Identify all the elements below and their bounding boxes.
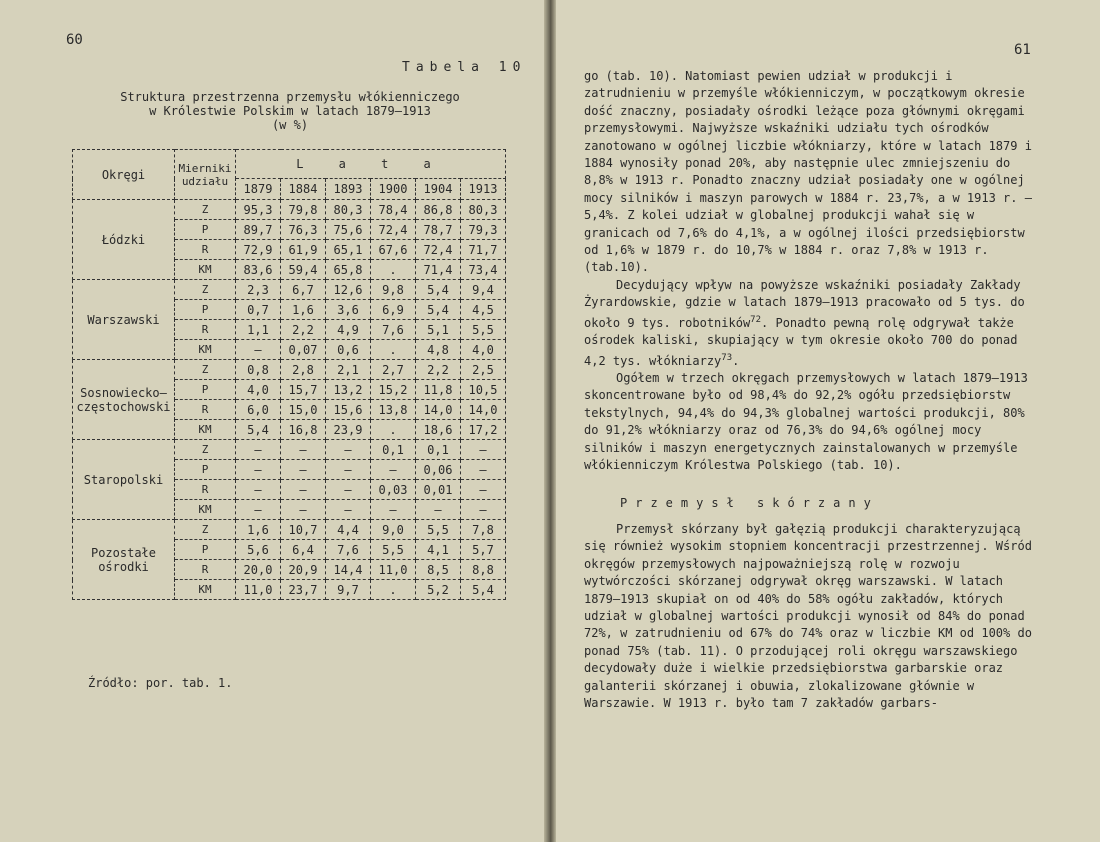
paragraph-4: Przemysł skórzany był gałęzią produkcji charakteryzującą się również wysokim stopniem koncentracji przestrzennej. Wśród okręgów przemysłowych najpoważniejszą rolę w rozwoju wytwórczości skórzanej odgrywał okręg warszawski. W latach 1879–1913 skupiał on od 40% do 58% ogółu zakładów, których udział w globalnej wartości produkcji wynosił od 84% do ponad 72%, w zatrudnieniu od 67% do 74% oraz w liczbie KM od 100% do ponad 75% (tab. 11). O przodującej roli okręgu warszawskiego decydowały duże i wielkie przedsiębiorstwa garbarskie oraz galanterii skórzanej i obuwia, zlokalizowane głównie w Warszawie. W 1913 r. było tam 7 zakładów garbars- xyxy=(584,522,1032,711)
book-gutter xyxy=(544,0,556,842)
table-cell: 15,0 xyxy=(281,400,326,420)
table-cell: 83,6 xyxy=(236,260,281,280)
measure-code: Z xyxy=(175,200,236,220)
table-cell: 5,5 xyxy=(371,540,416,560)
table-cell: 6,4 xyxy=(281,540,326,560)
table-cell: – xyxy=(236,500,281,520)
right-page-number: 61 xyxy=(1014,42,1031,58)
table-cell: 1,1 xyxy=(236,320,281,340)
table-cell: 5,5 xyxy=(461,320,506,340)
table-cell: 0,7 xyxy=(236,300,281,320)
table-cell: – xyxy=(281,460,326,480)
table-cell: 1,6 xyxy=(236,520,281,540)
measure-code: R xyxy=(175,560,236,580)
table-cell: 11,0 xyxy=(371,560,416,580)
table-cell: 5,6 xyxy=(236,540,281,560)
district-name: Warszawski xyxy=(73,280,175,360)
measure-code: P xyxy=(175,220,236,240)
table-cell: 12,6 xyxy=(326,280,371,300)
table-cell: – xyxy=(461,500,506,520)
table-cell: 4,5 xyxy=(461,300,506,320)
table-cell: – xyxy=(461,460,506,480)
header-mierniki: Mierniki udziału xyxy=(175,150,236,200)
right-text-lower xyxy=(584,521,1044,712)
table-cell: – xyxy=(281,500,326,520)
table-cell: – xyxy=(416,500,461,520)
measure-code: Z xyxy=(175,520,236,540)
table-row xyxy=(73,360,506,380)
table-cell: 2,2 xyxy=(281,320,326,340)
table-row xyxy=(73,440,506,460)
table-cell: 5,1 xyxy=(416,320,461,340)
table-cell: 10,5 xyxy=(461,380,506,400)
table-cell: 9,8 xyxy=(371,280,416,300)
table-cell: 78,4 xyxy=(371,200,416,220)
table-row xyxy=(73,520,506,540)
table-cell: 20,9 xyxy=(281,560,326,580)
table-cell: – xyxy=(236,460,281,480)
measure-code: Z xyxy=(175,440,236,460)
left-page-number: 60 xyxy=(66,32,83,48)
table-cell: 75,6 xyxy=(326,220,371,240)
table-cell: 4,4 xyxy=(326,520,371,540)
table-cell: 5,4 xyxy=(416,280,461,300)
year-header: 1879 xyxy=(236,179,281,200)
measure-code: KM xyxy=(175,340,236,360)
table-row xyxy=(73,280,506,300)
header-lata: L a t a xyxy=(236,150,506,179)
table-cell: 0,03 xyxy=(371,480,416,500)
table-cell: – xyxy=(326,440,371,460)
table-cell: – xyxy=(371,500,416,520)
table-cell: 65,1 xyxy=(326,240,371,260)
table-cell: – xyxy=(236,340,281,360)
measure-code: R xyxy=(175,480,236,500)
table-cell: – xyxy=(236,440,281,460)
table-cell: . xyxy=(371,420,416,440)
district-name: Pozostałe ośrodki xyxy=(73,520,175,600)
table-cell: 0,6 xyxy=(326,340,371,360)
measure-code: KM xyxy=(175,580,236,600)
table-cell: 5,4 xyxy=(416,300,461,320)
table-cell: 2,8 xyxy=(281,360,326,380)
table-cell: – xyxy=(326,460,371,480)
year-header: 1893 xyxy=(326,179,371,200)
year-header: 1904 xyxy=(416,179,461,200)
table-cell: 65,8 xyxy=(326,260,371,280)
district-name: Staropolski xyxy=(73,440,175,520)
paragraph-2 xyxy=(584,277,1044,370)
table-title xyxy=(100,90,480,132)
table-cell: – xyxy=(326,480,371,500)
table-source: Źródło: por. tab. 1. xyxy=(88,676,233,690)
table-cell: 17,2 xyxy=(461,420,506,440)
table-cell: 0,06 xyxy=(416,460,461,480)
table-cell: 5,5 xyxy=(416,520,461,540)
paragraph-2-part-c: . xyxy=(732,353,740,368)
table-cell: 8,8 xyxy=(461,560,506,580)
table-cell: 73,4 xyxy=(461,260,506,280)
table-cell: 9,4 xyxy=(461,280,506,300)
table-cell: 6,7 xyxy=(281,280,326,300)
table-cell: 3,6 xyxy=(326,300,371,320)
table-cell: 6,0 xyxy=(236,400,281,420)
table-cell: 7,6 xyxy=(326,540,371,560)
paragraph-2-part-a: Decydujący wpływ na powyższe wskaźniki posiadały Zakłady Żyrardowskie, gdzie w latach 1879–1913 pracowało od 5 tys. do około 9 tys. robotników xyxy=(584,277,1025,330)
table-cell: 5,4 xyxy=(236,420,281,440)
measure-code: R xyxy=(175,240,236,260)
table-cell: 1,6 xyxy=(281,300,326,320)
table-cell: 11,8 xyxy=(416,380,461,400)
table-cell: . xyxy=(371,260,416,280)
table-cell: 5,2 xyxy=(416,580,461,600)
table-cell: 86,8 xyxy=(416,200,461,220)
table-cell: – xyxy=(461,440,506,460)
table-cell: – xyxy=(281,440,326,460)
table-cell: . xyxy=(371,580,416,600)
table-cell: 80,3 xyxy=(461,200,506,220)
table-cell: 6,9 xyxy=(371,300,416,320)
table-cell: 9,0 xyxy=(371,520,416,540)
table-cell: 2,7 xyxy=(371,360,416,380)
table-cell: 89,7 xyxy=(236,220,281,240)
table-cell: 0,1 xyxy=(371,440,416,460)
table-cell: 4,0 xyxy=(461,340,506,360)
table-cell: 61,9 xyxy=(281,240,326,260)
district-name: Łódzki xyxy=(73,200,175,280)
table-cell: 2,5 xyxy=(461,360,506,380)
table-cell: 23,7 xyxy=(281,580,326,600)
table-cell: 2,1 xyxy=(326,360,371,380)
table-cell: 9,7 xyxy=(326,580,371,600)
structure-table xyxy=(72,149,506,600)
table-cell: . xyxy=(371,340,416,360)
table-label: Tabela 10 xyxy=(402,60,527,75)
table-cell: 13,8 xyxy=(371,400,416,420)
table-cell: 10,7 xyxy=(281,520,326,540)
table-cell: 71,4 xyxy=(416,260,461,280)
table-cell: 14,4 xyxy=(326,560,371,580)
measure-code: KM xyxy=(175,420,236,440)
table-cell: 11,0 xyxy=(236,580,281,600)
table-cell: 7,6 xyxy=(371,320,416,340)
measure-code: KM xyxy=(175,260,236,280)
measure-code: P xyxy=(175,380,236,400)
table-cell: 0,07 xyxy=(281,340,326,360)
table-title-line-2: w Królestwie Polskim w latach 1879–1913 xyxy=(149,104,431,118)
table-cell: 79,8 xyxy=(281,200,326,220)
table-cell: 2,2 xyxy=(416,360,461,380)
table-cell: 76,3 xyxy=(281,220,326,240)
table-cell: 15,7 xyxy=(281,380,326,400)
table-cell: 72,4 xyxy=(371,220,416,240)
table-row xyxy=(73,200,506,220)
table-cell: 95,3 xyxy=(236,200,281,220)
paragraph-3: Ogółem w trzech okręgach przemysłowych w latach 1879–1913 skoncentrowane było od 98,4% do 92,2% ogółu przedsiębiorstw tekstylnych, 94,4% do 94,3% globalnej wartości produkcji, 80% do 91,2% włókniarzy oraz od 76,3% do 94,6% ogólnej mocy silników i maszyn energetycznych zainstalowanych w przemyśle włókienniczym Królestwa Polskiego (tab. 10). xyxy=(584,370,1028,472)
measure-code: KM xyxy=(175,500,236,520)
footnote-73: 73 xyxy=(721,352,733,363)
measure-code: Z xyxy=(175,360,236,380)
year-header: 1913 xyxy=(461,179,506,200)
table-cell: 4,1 xyxy=(416,540,461,560)
measure-code: P xyxy=(175,540,236,560)
table-cell: 2,3 xyxy=(236,280,281,300)
table-cell: 18,6 xyxy=(416,420,461,440)
table-cell: 79,3 xyxy=(461,220,506,240)
table-cell: 5,7 xyxy=(461,540,506,560)
table-cell: 16,8 xyxy=(281,420,326,440)
table-cell: 20,0 xyxy=(236,560,281,580)
table-cell: 0,01 xyxy=(416,480,461,500)
table-cell: 5,4 xyxy=(461,580,506,600)
year-header: 1900 xyxy=(371,179,416,200)
measure-code: R xyxy=(175,320,236,340)
table-cell: 14,0 xyxy=(416,400,461,420)
table-cell: – xyxy=(281,480,326,500)
table-cell: 0,8 xyxy=(236,360,281,380)
measure-code: P xyxy=(175,460,236,480)
table-cell: 4,8 xyxy=(416,340,461,360)
table-cell: 14,0 xyxy=(461,400,506,420)
district-name: Sosnowiecko–częstochowski xyxy=(73,360,175,440)
table-cell: 13,2 xyxy=(326,380,371,400)
year-header: 1884 xyxy=(281,179,326,200)
paragraph-1: go (tab. 10). Natomiast pewien udział w produkcji i zatrudnieniu w przemyśle włókienniczym, w początkowym okresie dość znaczny, posiadały ośrodki leżące poza głównymi okręgami przemysłowymi. Najwyższe wskaźniki udziału tych ośrodków zanotowano w ogólnej liczbie włókniarzy, które w latach 1879 i 1884 wynosiły ponad 20%, aby następnie ulec zmniejszeniu do 8,8% w 1913 r. Ponadto znaczny udział posiadały one w ogólnej mocy silników i maszyn parowych w 1884 r. 23,7%, a w 1913 r. – 5,4%. Z kolei udział w globalnej produkcji wahał się w granicach od 7,6% do 4,1%, a w ogólnej ilości przedsiębiorstw od 1,6% w 1879 r. do 10,7% w 1884 r. oraz 7,8% w 1913 r. (tab.10). xyxy=(584,69,1032,275)
table-cell: – xyxy=(326,500,371,520)
table-title-line-3: (w %) xyxy=(271,118,309,132)
table-cell: 15,2 xyxy=(371,380,416,400)
table-cell: 8,5 xyxy=(416,560,461,580)
table-cell: 7,8 xyxy=(461,520,506,540)
paragraph-2-part-b: . Ponadto pewną rolę odgrywał także ośrodek kaliski, skupiający w tym okresie około 700 do ponad 4,2 tys. włókniarzy xyxy=(584,315,1018,368)
table-cell: 80,3 xyxy=(326,200,371,220)
table-title-line-1: Struktura przestrzenna przemysłu włókienniczego xyxy=(120,90,460,104)
table-cell: 23,9 xyxy=(326,420,371,440)
header-okregi: Okręgi xyxy=(73,150,175,200)
measure-code: R xyxy=(175,400,236,420)
table-cell: – xyxy=(371,460,416,480)
table-cell: 67,6 xyxy=(371,240,416,260)
table-cell: 78,7 xyxy=(416,220,461,240)
table-cell: 4,9 xyxy=(326,320,371,340)
table-cell: 0,1 xyxy=(416,440,461,460)
table-cell: 72,4 xyxy=(416,240,461,260)
table-cell: 15,6 xyxy=(326,400,371,420)
table-cell: 59,4 xyxy=(281,260,326,280)
table-cell: – xyxy=(236,480,281,500)
table-cell: – xyxy=(461,480,506,500)
measure-code: Z xyxy=(175,280,236,300)
footnote-72: 72 xyxy=(750,314,762,325)
table-cell: 71,7 xyxy=(461,240,506,260)
measure-code: P xyxy=(175,300,236,320)
right-text-upper xyxy=(584,68,1044,474)
section-heading: Przemysł skórzany xyxy=(620,496,879,510)
table-cell: 4,0 xyxy=(236,380,281,400)
table-cell: 72,9 xyxy=(236,240,281,260)
